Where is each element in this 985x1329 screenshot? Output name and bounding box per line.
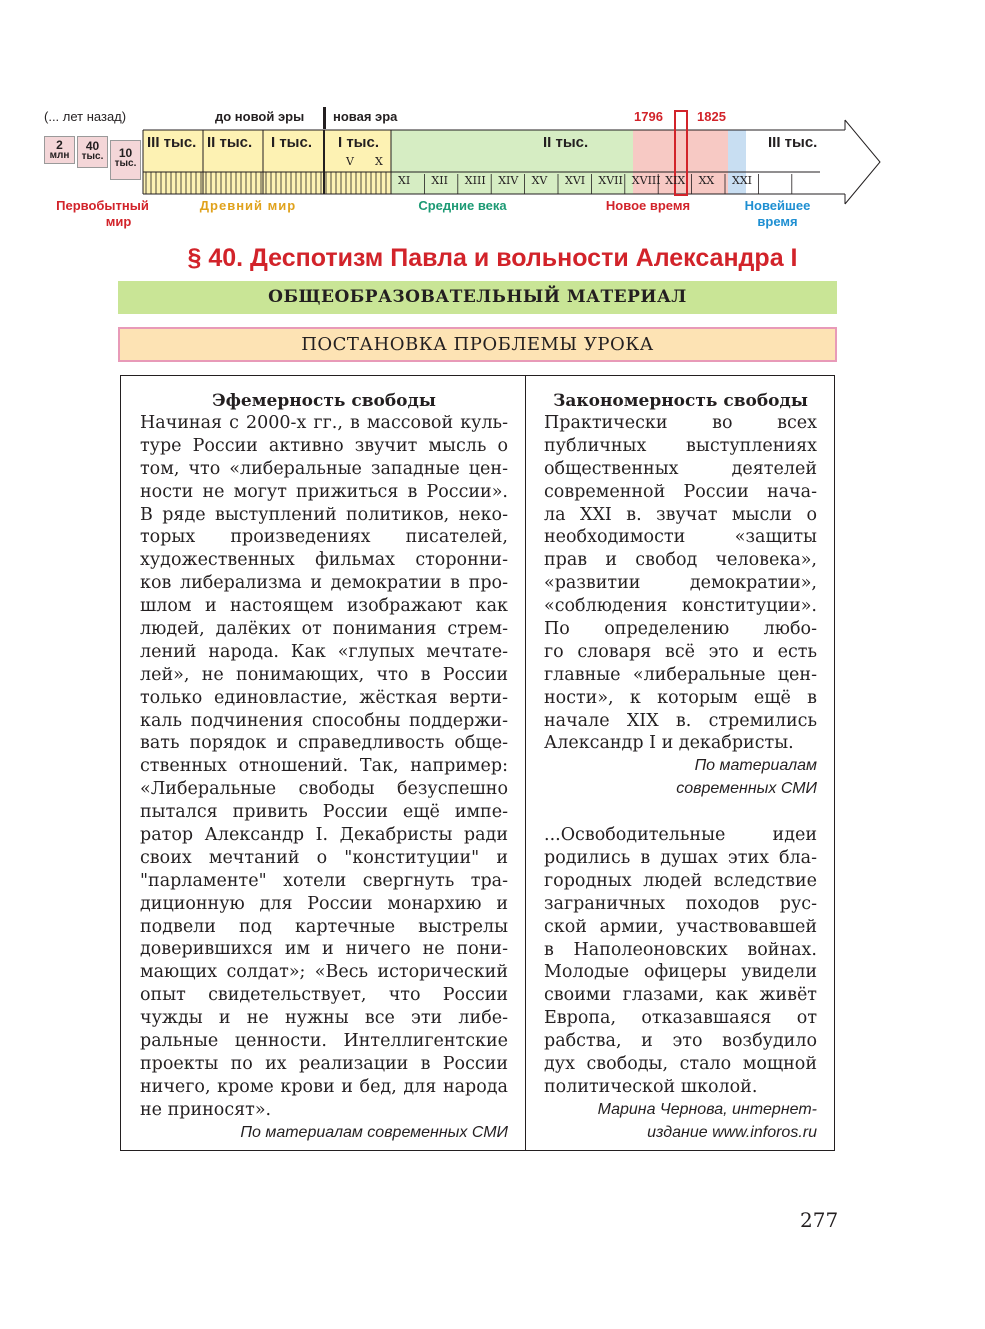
- era-primitive: Первобытный мир: [56, 198, 149, 229]
- text-line: ков либерализма и демократии в про-: [140, 573, 508, 594]
- text-line: мающих солдат»; «Весь исторический: [140, 962, 508, 983]
- text-line: художественных фильмах сторонни-: [140, 550, 508, 571]
- text-line: По определению любо-: [544, 619, 817, 640]
- box-2mln: 2 млн: [44, 136, 75, 164]
- century-label: XII: [431, 174, 448, 187]
- text-line: диционную для России монархию и: [140, 893, 508, 914]
- segment-2-thousand-bce: II тыс.: [207, 134, 253, 151]
- lesson-problem-banner: ПОСТАНОВКА ПРОБЛЕМЫ УРОКА: [118, 327, 837, 362]
- century-label: XIII: [464, 174, 486, 187]
- right-column: [544, 390, 817, 1145]
- text-line: пытался привить России ещё импе-: [140, 802, 508, 823]
- era-ancient: Древний мир: [199, 198, 297, 213]
- text-line: Начиная с 2000-х гг., в массовой куль-: [140, 413, 508, 433]
- column-divider: [525, 376, 526, 1150]
- right-column-source-b-line: Марина Чернова, интернет-: [597, 1100, 817, 1118]
- text-line: политической школой.: [544, 1076, 758, 1097]
- century-label: XXI: [732, 174, 753, 187]
- text-line: главные «либеральные цен-: [544, 664, 817, 685]
- general-material-banner: ОБЩЕОБРАЗОВАТЕЛЬНЫЙ МАТЕРИАЛ: [118, 281, 837, 314]
- century-label: XVII: [598, 174, 623, 187]
- text-line: ности», к которым ещё в: [544, 687, 817, 708]
- era-contemporary: Новейшее время: [744, 198, 811, 229]
- text-line: го словаря всё это и есть: [544, 641, 817, 662]
- text-line: ничего, кроме крови и бед, для народа: [140, 1076, 508, 1097]
- segment-1-thousand-ce: I тыс.: [338, 134, 380, 151]
- ago-label: (... лет назад): [44, 109, 127, 124]
- segment-2-thousand-ce: II тыс.: [543, 134, 589, 151]
- text-line: в Наполеоновских войнах.: [544, 939, 817, 960]
- paragraph-title: § 40. Деспотизм Павла и вольности Александра I: [187, 244, 798, 272]
- text-line: ла XXI в. звучат мысли о: [544, 504, 817, 525]
- text-line: начале XIX в. стремились: [544, 710, 817, 731]
- right-column-text-b: [544, 824, 817, 1099]
- text-line: доверившихся им и ничего не пони-: [140, 939, 508, 960]
- segment-1-thousand-bce: I тыс.: [271, 134, 313, 151]
- text-line: Европа, отказавшаяся от: [544, 1008, 817, 1029]
- century-label: XVIII: [631, 174, 661, 187]
- segment-3-thousand-bce: III тыс.: [147, 134, 197, 151]
- text-line: том, что «либеральные западные цен-: [140, 458, 508, 479]
- right-column-source-a-line: современных СМИ: [676, 780, 817, 798]
- text-line: лений народа. Как «глупых мечтате-: [140, 641, 508, 662]
- box-40-thousand: 40 тыс.: [77, 136, 108, 168]
- text-line: ...Освободительные идеи: [544, 825, 817, 846]
- left-column-source: По материалам современных СМИ: [240, 1123, 508, 1141]
- text-line: городных людей вследствие: [544, 870, 817, 891]
- text-line: общественных деятелей: [544, 458, 817, 479]
- text-line: ственных отношений. Так, например:: [140, 756, 508, 777]
- text-line: родились в душах этих бла-: [544, 847, 817, 868]
- text-line: не приносят».: [140, 1099, 272, 1120]
- text-line: людей, далёких от понимания стрем-: [140, 619, 508, 640]
- text-line: проекты по их реализации в России: [140, 1053, 508, 1074]
- text-line: подвели под картечные выстрелы: [140, 916, 508, 937]
- text-line: рабства, и это возбудило: [544, 1031, 817, 1052]
- text-line: опыт свидетельствует, что России: [140, 985, 508, 1006]
- century-label: XVI: [565, 174, 586, 187]
- text-line: ратор Александр I. Декабристы ради: [140, 825, 508, 846]
- text-line: своими глазами, как живёт: [544, 985, 817, 1006]
- bce-label: до новой эры: [215, 109, 305, 124]
- ce-label: новая эра: [333, 109, 398, 124]
- text-line: Молодые офицеры увидели: [544, 962, 817, 983]
- right-column-source-b-line: издание www.inforos.ru: [647, 1123, 817, 1141]
- century-label: XI: [398, 174, 411, 187]
- year-1825-label: 1825: [697, 109, 726, 124]
- century-label: XX: [698, 174, 715, 187]
- text-line: "парламенте" хотели свергнуть тра-: [140, 870, 508, 891]
- text-line: современной России нача-: [544, 481, 817, 502]
- left-column: [140, 390, 508, 1145]
- text-line: лей», не понимающих, что в России: [140, 664, 508, 685]
- text-line: ности не могут прижиться в России».: [140, 481, 508, 502]
- text-line: «соблюдения конституции».: [544, 596, 817, 617]
- text-line: «развитии демократии»,: [544, 573, 817, 594]
- text-line: каль подчинения способны поддержи-: [140, 710, 508, 731]
- era-modern: Новое время: [605, 198, 691, 213]
- year-1796-label: 1796: [634, 109, 663, 124]
- text-line: заграничных походов рус-: [544, 893, 817, 914]
- text-line: ской армии, участвовавшей: [544, 916, 817, 937]
- text-line: В ряде выступлений политиков, неко-: [140, 504, 508, 525]
- text-line: дух свободы, стало мощной: [544, 1053, 817, 1074]
- text-line: прав и свобод человека»,: [544, 550, 817, 571]
- box-10-thousand: 10 тыс.: [110, 140, 141, 180]
- text-line: только единовластие, жёсткая верти-: [140, 687, 508, 708]
- text-line: необходимости «защиты: [544, 527, 817, 548]
- era-middle-ages: Средние века: [418, 198, 507, 213]
- right-column-source-a-line: По материалам: [694, 757, 817, 775]
- page-number: 277: [800, 1208, 839, 1232]
- history-timeline: [0, 0, 985, 240]
- text-line: ральные ценности. Интеллигентские: [140, 1031, 508, 1052]
- right-column-heading: Закономерность свободы: [553, 391, 808, 411]
- century-label: XIV: [498, 174, 519, 187]
- text-line: публичных выступлениях: [544, 435, 817, 456]
- segment-3-thousand-ce: III тыс.: [768, 134, 818, 151]
- text-line: вать порядок и справедливость обще-: [140, 733, 508, 754]
- left-column-text: [140, 412, 508, 1122]
- text-line: шлом и настоящем изображают как: [140, 596, 508, 617]
- comparison-table: [120, 375, 835, 1151]
- text-line: «Либеральные свободы безуспешно: [140, 779, 508, 800]
- century-label: XIX: [665, 174, 686, 187]
- century-label: X: [375, 155, 383, 168]
- text-line: своих мечтаний о "конституции" и: [140, 847, 508, 868]
- text-line: Практически во всех: [544, 413, 817, 433]
- text-line: чужды и не нужны все эти либе-: [140, 1008, 508, 1029]
- century-label: XV: [531, 174, 548, 187]
- text-line: Александр I и декабристы.: [544, 733, 794, 754]
- text-line: торых произведениях писателей,: [140, 527, 508, 548]
- text-line: туре России активно звучит мысль о: [140, 435, 508, 456]
- century-label: V: [346, 155, 354, 168]
- right-column-text-a: [544, 412, 817, 755]
- left-column-heading: Эфемерность свободы: [212, 391, 436, 411]
